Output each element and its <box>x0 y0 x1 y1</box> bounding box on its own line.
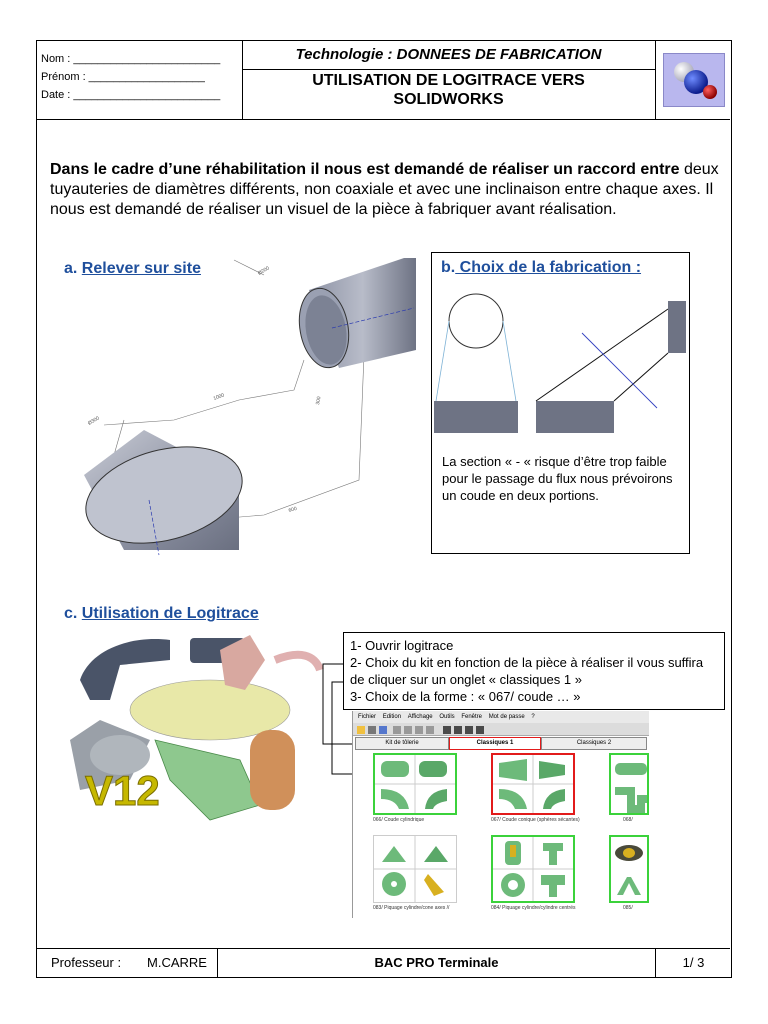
menu-help[interactable]: ? <box>531 714 535 720</box>
subject-line: Technologie : DONNEES DE FABRICATION <box>242 41 655 70</box>
menu-mot-de-passe[interactable]: Mot de passe <box>488 714 525 720</box>
student-id-box <box>37 41 243 119</box>
shape-084-tile[interactable] <box>491 835 575 903</box>
logitrace-window <box>352 711 649 918</box>
shape-085-tile[interactable] <box>609 835 649 903</box>
logitrace-v12-illustration <box>60 630 328 830</box>
section-a-letter: a. <box>64 260 78 277</box>
menu-edition[interactable]: Edition <box>382 714 402 720</box>
svg-text:Ø300: Ø300 <box>87 415 101 427</box>
shape-068-tile[interactable] <box>609 753 649 815</box>
header <box>37 41 730 120</box>
date-field: Date : ________________________ <box>41 89 221 101</box>
title-line-1: UTILISATION DE LOGITRACE VERS <box>312 72 585 89</box>
tab-kit-de-tolerie[interactable]: Kit de tôlerie <box>355 737 449 750</box>
title-line-2: SOLIDWORKS <box>393 91 504 108</box>
section-b-text: La section « - « risque d’être trop faible pour le passage du flux nous prévoirons un coude en deux portions. <box>442 454 673 503</box>
class-level: BAC PRO Terminale <box>374 955 499 970</box>
svg-text:Ø200: Ø200 <box>257 265 271 277</box>
prenom-field: Prénom : ___________________ <box>41 71 205 83</box>
step-2: 2- Choix du kit en fonction de la pièce à réaliser il vous suffira de cliquer sur un onglet « classiques 1 » <box>350 655 704 687</box>
section-b-title[interactable]: Choix de la fabrication : <box>455 259 642 276</box>
caption-067: 067/ Coude conique (sphères sécantes) <box>491 817 580 823</box>
section-b-heading <box>441 259 641 277</box>
svg-text:1000: 1000 <box>212 392 226 402</box>
tab-strip <box>353 737 649 749</box>
toolbar <box>353 723 649 736</box>
page-number: 1/ 3 <box>682 955 705 970</box>
fabrication-choice-box <box>431 252 690 554</box>
section-a-title[interactable]: Relever sur site <box>81 260 201 277</box>
intro-bold: Dans le cadre d’une réhabilitation il nous est demandé de réaliser un raccord entre <box>50 161 680 178</box>
section-c-heading <box>64 605 259 623</box>
professor-label: Professeur : <box>51 955 122 970</box>
nom-field: Nom : ________________________ <box>41 53 221 65</box>
menu-fenetre[interactable]: Fenêtre <box>461 714 483 720</box>
menu-fichier[interactable]: Fichier <box>358 714 377 720</box>
shape-067-tile[interactable] <box>491 753 575 815</box>
shape-066-tile[interactable] <box>373 753 457 815</box>
caption-084: 084/ Piquage cylindre/cylindre centrés <box>491 905 576 911</box>
caption-066: 066/ Coude cylindrique <box>373 817 425 823</box>
section-c-title[interactable]: Utilisation de Logitrace <box>81 605 259 622</box>
step-3: 3- Choix de la forme : « 067/ coude … » <box>350 689 581 704</box>
professor-name: M.CARRE <box>147 955 207 970</box>
title-box <box>242 41 656 119</box>
tab-classiques-2[interactable]: Classiques 2 <box>541 737 647 750</box>
intro-paragraph <box>50 160 730 220</box>
section-c-letter: c. <box>64 605 78 622</box>
menu-bar <box>353 711 649 723</box>
caption-085: 085/ <box>623 905 633 911</box>
step-1: 1- Ouvrir logitrace <box>350 638 454 653</box>
document-title <box>242 71 655 109</box>
caption-068: 068/ <box>623 817 633 823</box>
molecule-logo <box>663 53 725 107</box>
section-b-letter: b. <box>441 259 456 276</box>
menu-outils[interactable]: Outils <box>439 714 455 720</box>
shape-083-tile[interactable] <box>373 835 457 903</box>
fabrication-sketch <box>432 293 691 438</box>
footer <box>37 948 730 977</box>
svg-text:600: 600 <box>287 505 298 514</box>
intro-text: deux tuyauteries de diamètres différents, non coaxiale et avec une inclinaison entre chaque axes. Il nous est demandé de réaliser un visuel de la pièce à fabriquer avant réalisation. <box>50 161 719 218</box>
tab-classiques-1[interactable]: Classiques 1 <box>449 737 541 750</box>
caption-083: 083/ Piquage cylindre/cone axes // <box>373 905 450 911</box>
svg-text:V12: V12 <box>85 767 160 814</box>
site-survey-drawing <box>64 250 424 560</box>
menu-affichage[interactable]: Affichage <box>407 714 433 720</box>
svg-text:300: 300 <box>315 396 323 406</box>
